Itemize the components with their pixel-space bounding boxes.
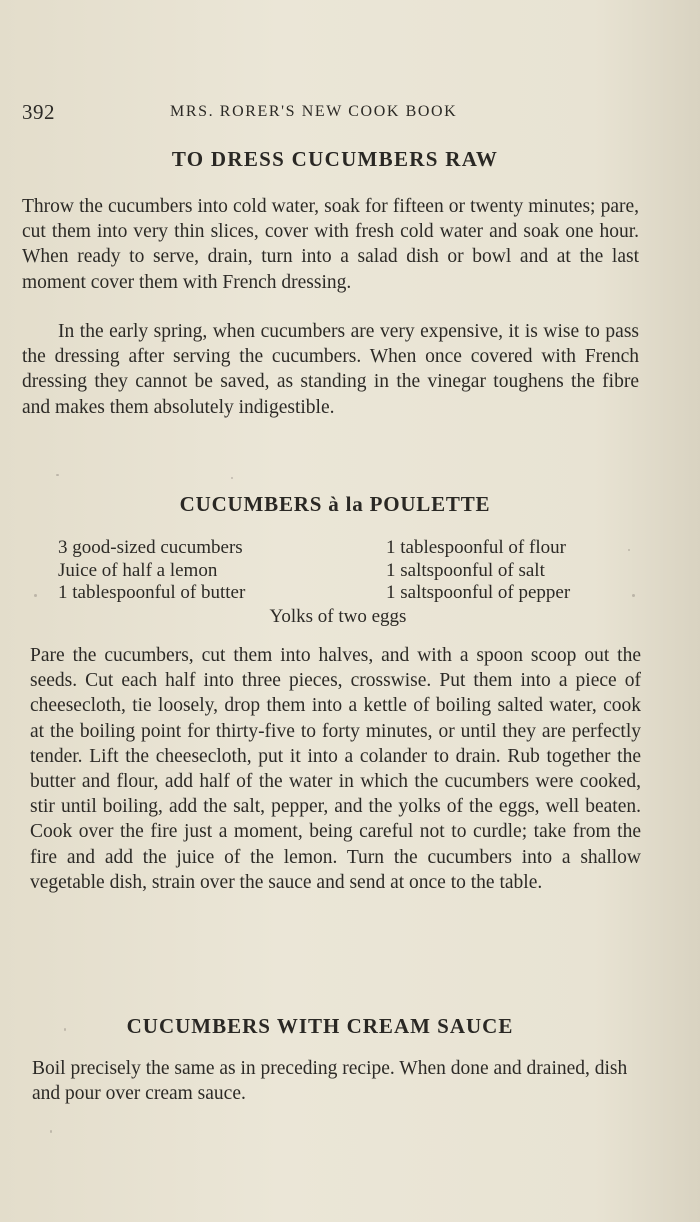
section-title-dress-cucumbers-raw: TO DRESS CUCUMBERS RAW	[171, 147, 499, 171]
ingredient-item: 1 saltspoonful of pepper	[386, 582, 571, 603]
paper-speck	[628, 549, 630, 551]
paper-speck	[50, 1130, 52, 1133]
ingredient-item: 1 saltspoonful of salt	[386, 559, 545, 581]
running-head	[22, 100, 662, 126]
paper-speck	[64, 1028, 66, 1031]
paper-speck	[632, 594, 635, 597]
section-title-cucumbers-poulette: CUCUMBERS à la POULETTE	[179, 492, 491, 516]
ingredient-item: 1 tablespoonful of flour	[386, 537, 566, 558]
ingredient-column-left	[58, 537, 378, 605]
ingredient-item-centered: Yolks of two eggs	[269, 606, 407, 627]
paper-speck	[231, 477, 233, 479]
ingredient-column-right	[386, 537, 646, 605]
paragraph-raw-1: Throw the cucumbers into cold water, soak for fifteen or twenty minutes; pare, cut them into very thin slices, cover with fresh cold water and soak one hour. When ready to serve, drain, turn into a salad dish or bowl and at the last moment cover them with French dressing.	[22, 196, 639, 293]
ingredient-item: 1 tablespoonful of butter	[58, 582, 246, 603]
paragraph-raw-2: In the early spring, when cucumbers are very expensive, it is wise to pass the dressing after serving the cucumbers. When once covered with French dressing they cannot be saved, as standing in the vinegar toughens the fibre and makes them absolutely indigestible.	[22, 321, 639, 418]
ingredient-item: 3 good-sized cucumbers	[58, 537, 243, 558]
page-number: 392	[22, 100, 55, 124]
paragraph-cream-sauce: Boil precisely the same as in preceding recipe. When done and drained, dish and pour over cream sauce.	[32, 1058, 628, 1105]
paper-speck	[34, 594, 37, 597]
running-title: MRS. RORER'S NEW COOK BOOK	[170, 103, 458, 120]
paragraph-poulette-method: Pare the cucumbers, cut them into halves, and with a spoon scoop out the seeds. Cut each half into three pieces, crosswise. Put them into a piece of cheesecloth, tie loosely, drop them into a kettle of boiling salted water, cook at the boiling point for thirty-five to forty minutes, or until they are perfectly tender. Lift the cheesecloth, put it into a colander to drain. Rub together the butter and flour, add half of the water in which the cucumbers were cooked, stir until boiling, add the salt, pepper, and the yolks of the eggs, well beaten. Cook over the fire just a moment, being careful not to curdle; take from the fire and add the juice of the lemon. Turn the cucumbers into a shallow vegetable dish, strain over the sauce and send at once to the table.	[30, 645, 641, 893]
paper-speck	[56, 474, 59, 476]
section-title-cucumbers-cream-sauce: CUCUMBERS WITH CREAM SAUCE	[126, 1014, 514, 1038]
ingredient-item: Juice of half a lemon	[58, 559, 218, 581]
